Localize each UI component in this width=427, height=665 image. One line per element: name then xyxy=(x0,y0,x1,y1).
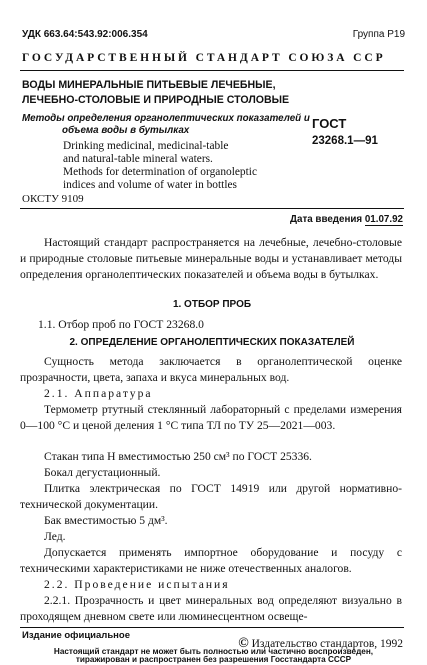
state-standard-line: ГОСУДАРСТВЕННЫЙ СТАНДАРТ СОЮЗА ССР xyxy=(22,52,386,64)
footer-divider xyxy=(20,627,404,628)
udc-code: УДК 663.64:543.92:006.354 xyxy=(22,29,148,40)
methods-line1: Методы определения органолептических показателей и xyxy=(22,113,310,124)
introduction-date-label: Дата введения xyxy=(290,214,363,225)
official-edition: Издание официальное xyxy=(22,630,130,641)
section1-heading: 1. ОТБОР ПРОБ xyxy=(172,299,252,310)
methods-line2: объема воды в бутылках xyxy=(62,125,190,136)
gost-label: ГОСТ xyxy=(312,116,347,131)
method-essence: Сущность метода заключается в органолептической оценке прозрачности, цвета, запаха и вкуса минеральных вод. xyxy=(20,355,402,384)
test-heading: 2.2. Проведение испытания xyxy=(44,578,230,591)
copyright-text: Издательство стандартов, 1992 xyxy=(251,638,403,650)
group-code: Группа Р19 xyxy=(352,29,405,40)
section2-heading: 2. ОПРЕДЕЛЕНИЕ ОРГАНОЛЕПТИЧЕСКИХ ПОКАЗАТЕЛЕЙ xyxy=(69,337,355,348)
title-en-line4: indices and volume of water in bottles xyxy=(63,179,237,191)
intro-paragraph: Настоящий стандарт распространяется на лечебные, лечебно-столовые и природные столовые питьевые минеральные воды и устанавливает методы определения органолептических показателей и объема воды в бутылках. xyxy=(20,236,402,281)
title-en-line3: Methods for determination of organoleptic xyxy=(63,166,258,178)
thermometer-item: Термометр ртутный стеклянный лабораторный с пределами измерения 0—100 °С и ценой деления 1 °С типа ТЛ по ТУ 25—2021—003. xyxy=(20,403,402,432)
apparatus-heading: 2.1. Аппаратура xyxy=(44,387,153,400)
gost-number: 23268.1—91 xyxy=(312,135,378,147)
title-en-line2: and natural-table mineral waters. xyxy=(63,153,213,165)
title-ru-line1: ВОДЫ МИНЕРАЛЬНЫЕ ПИТЬЕВЫЕ ЛЕЧЕБНЫЕ, xyxy=(22,79,276,91)
import-note: Допускается применять импортное оборудование и посуду с техническими характеристиками не ниже отечественных аналогов. xyxy=(20,546,402,575)
wineglass-item: Бокал дегустационный. xyxy=(44,466,161,479)
title-ru-line2: ЛЕЧЕБНО-СТОЛОВЫЕ И ПРИРОДНЫЕ СТОЛОВЫЕ xyxy=(22,94,290,106)
ice-item: Лед. xyxy=(44,530,66,543)
introduction-date-value: 01.07.92 xyxy=(364,214,403,225)
stove-item: Плитка электрическая по ГОСТ 14919 или другой нормативно-технической документации. xyxy=(20,482,402,511)
header-divider xyxy=(20,70,404,71)
copyright-icon: © xyxy=(238,636,249,651)
notice-line2: тиражирован и распространен без разрешения Госстандарта СССР xyxy=(75,655,352,664)
tank-item: Бак вместимостью 5 дм³. xyxy=(44,514,168,527)
title-divider xyxy=(20,208,404,209)
clarity-paragraph: 2.2.1. Прозрачность и цвет минеральных вод определяют визуально в проходящем дневном свете или люминесцентном освеще- xyxy=(20,594,402,623)
notice-line1: Настоящий стандарт не может быть полностью или частично воспроизведен, xyxy=(53,647,374,656)
section1-item: 1.1. Отбор проб по ГОСТ 23268.0 xyxy=(38,318,204,331)
glass-item: Стакан типа Н вместимостью 250 см³ по ГОСТ 25336. xyxy=(44,450,312,463)
introduction-date xyxy=(290,214,403,225)
okstu-code: ОКСТУ 9109 xyxy=(22,193,84,205)
title-en-line1: Drinking medicinal, medicinal-table xyxy=(63,140,229,152)
